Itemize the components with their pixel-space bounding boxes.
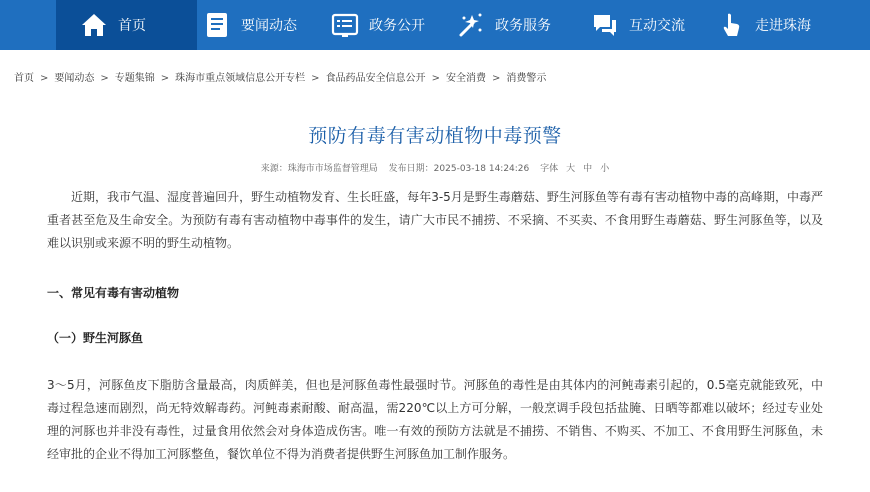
- home-icon: [78, 9, 110, 41]
- breadcrumb-separator: >: [100, 73, 109, 84]
- news-icon: [201, 9, 233, 41]
- article-source: 来源：珠海市市场监督管理局: [260, 164, 378, 174]
- breadcrumb-link[interactable]: 首页: [14, 73, 34, 84]
- article-intro-block: [47, 186, 823, 255]
- nav-item-label: 互动交流: [629, 18, 685, 34]
- breadcrumb-link[interactable]: 要闻动态: [54, 73, 95, 84]
- section-heading: 一、常见有毒有害动植物: [47, 286, 180, 300]
- breadcrumb-link[interactable]: 专题集锦: [114, 73, 155, 84]
- top-nav-bar: [0, 0, 870, 50]
- font-size-label: 字体: [540, 164, 559, 174]
- article-title: 预防有毒有害动植物中毒预警: [308, 125, 562, 147]
- article-paragraph: 3～5月，河豚鱼皮下脂肪含量最高，肉质鲜美，但也是河豚鱼毒性最强时节。河豚鱼的毒性是由其体内的河鲀毒素引起的，0.5毫克就能致死，中毒过程急速而剧烈，尚无特效解毒药。河鲀毒素耐酸、耐高温，需220℃以上方可分解，一般烹调手段包括盐腌、日晒等都难以破坏；经过专业处理的河豚也并非没有毒性，过量食用依然会对身体造成伤害。唯一有效的预防方法就是不捕捞、不销售、不购买、不加工、不食用野生河豚鱼，未经审批的企业不得加工河豚整鱼，餐饮单位不得为消费者提供野生河豚鱼加工制作服务。: [47, 378, 823, 461]
- chat-icon: [589, 9, 621, 41]
- nav-item-service[interactable]: [445, 0, 571, 50]
- article-intro: 近期，我市气温、湿度普遍回升，野生动植物发育、生长旺盛，每年3-5月是野生毒蘑菇、野生河豚鱼等有毒有害动植物中毒的高峰期，中毒严重者甚至危及生命安全。为预防有毒有害动植物中毒事件的发生，请广大市民不捕捞、不采摘、不买卖、不食用野生毒蘑菇、野生河豚鱼等，以及难以识别或来源不明的野生动植物。: [47, 190, 823, 250]
- gov-open-icon: [329, 9, 361, 41]
- breadcrumb-link[interactable]: 消费警示: [506, 73, 547, 84]
- breadcrumb-separator: >: [311, 73, 320, 84]
- article-meta: [0, 161, 870, 174]
- breadcrumb: [14, 69, 546, 84]
- nav-item-label: 政务公开: [369, 18, 425, 34]
- nav-item-label: 首页: [118, 18, 146, 34]
- article-date: 发布日期：2025-03-18 14:24:26: [388, 164, 530, 174]
- main-nav: [56, 0, 817, 50]
- nav-item-interact[interactable]: [571, 0, 697, 50]
- nav-item-home[interactable]: [56, 0, 197, 50]
- breadcrumb-separator: >: [40, 73, 49, 84]
- breadcrumb-separator: >: [491, 73, 501, 84]
- font-size-large[interactable]: 大: [566, 164, 576, 174]
- font-size-medium[interactable]: 中: [583, 164, 593, 174]
- font-size-small[interactable]: 小: [600, 164, 610, 174]
- nav-item-news[interactable]: [197, 0, 321, 50]
- subsection-heading: （一）野生河豚鱼: [47, 331, 144, 345]
- nav-item-about-zhuhai[interactable]: [697, 0, 817, 50]
- service-icon: [455, 9, 487, 41]
- hand-pointer-icon: [715, 9, 747, 41]
- nav-item-label: 政务服务: [495, 18, 551, 34]
- nav-item-label: 要闻动态: [241, 18, 297, 34]
- nav-item-label: 走进珠海: [755, 18, 811, 34]
- breadcrumb-separator: >: [160, 73, 170, 84]
- article-paragraph-block: [47, 374, 823, 466]
- nav-item-gov-open[interactable]: [321, 0, 445, 50]
- breadcrumb-link[interactable]: 珠海市重点领域信息公开专栏: [175, 73, 306, 84]
- breadcrumb-separator: >: [431, 73, 440, 84]
- breadcrumb-link[interactable]: 安全消费: [445, 73, 486, 84]
- breadcrumb-link[interactable]: 食品药品安全信息公开: [325, 73, 426, 84]
